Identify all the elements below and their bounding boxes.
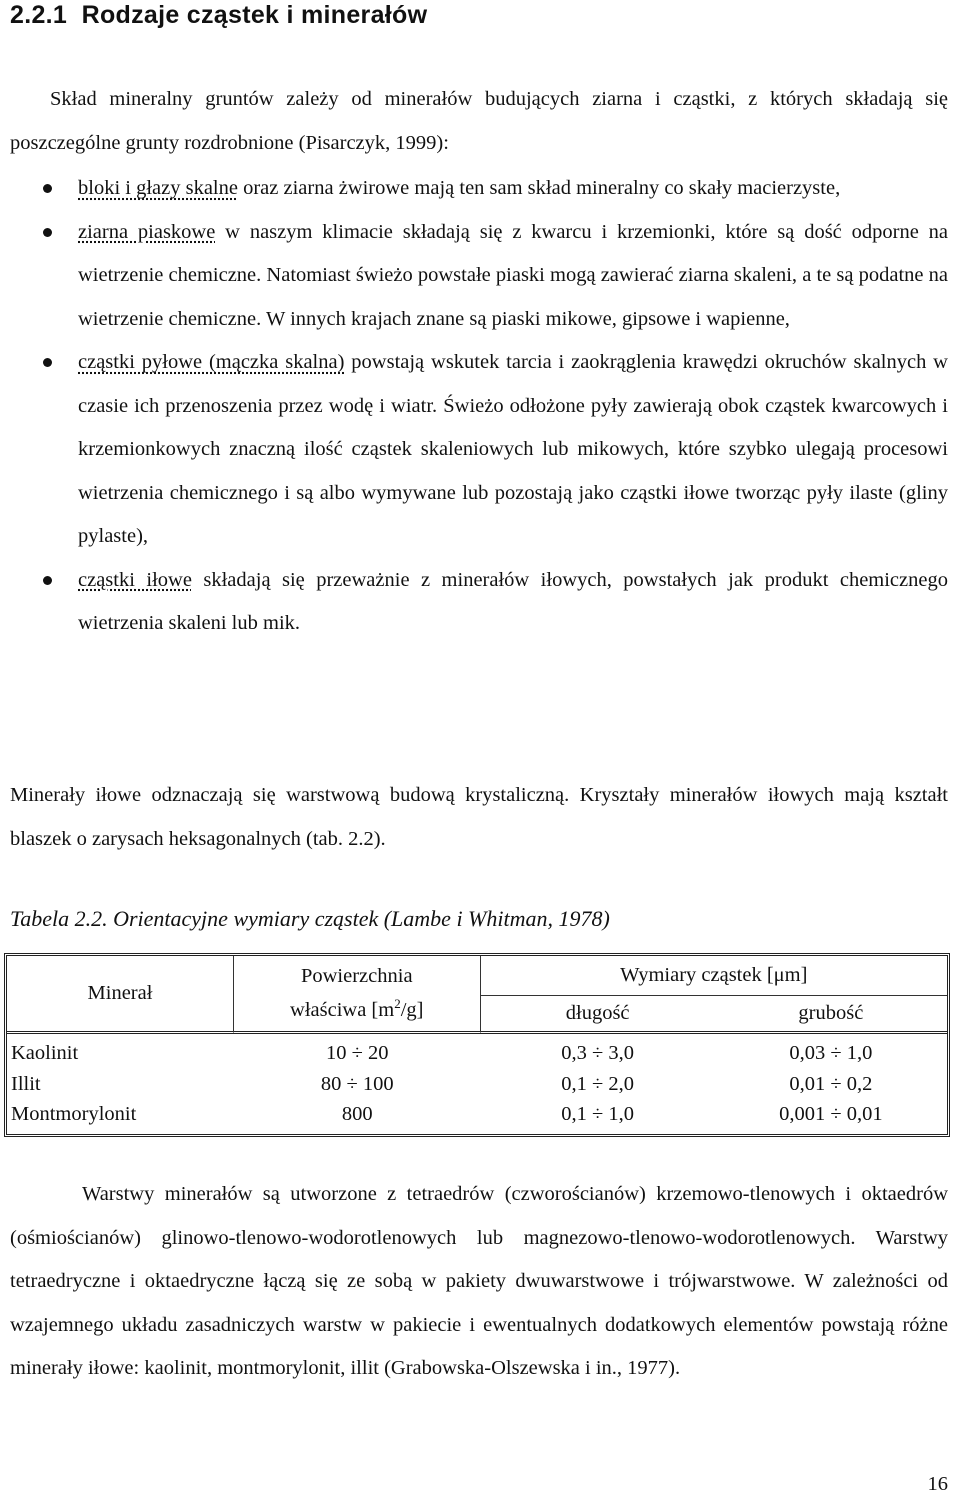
table-row — [7, 1034, 947, 1067]
list-item-term: cząstki pyłowe (mączka skalna) — [78, 351, 345, 373]
list-item-term: ziarna piaskowe — [78, 220, 216, 243]
cell-mineral: Illit — [11, 1072, 41, 1095]
list-item — [10, 167, 948, 211]
list-item-term: bloki i głazy skalne — [78, 177, 238, 199]
closing-paragraph — [10, 1173, 948, 1391]
section-heading — [10, 0, 427, 30]
table-row — [7, 1067, 947, 1100]
header-mineral: Minerał — [7, 956, 234, 1034]
page-number: 16 — [927, 1473, 948, 1495]
list-item-term: cząstki iłowe — [78, 568, 192, 591]
list-item — [10, 341, 948, 559]
intro-text: Skład mineralny gruntów zależy od minerałów budujących ziarna i cząstki, z których składają się poszczególne grunty rozdrobnione (Pisarczyk, 1999): — [10, 88, 948, 154]
list-item — [10, 211, 948, 342]
cell-length: 0,1 ÷ 2,0 — [561, 1072, 635, 1095]
after-list-paragraph: Minerały iłowe odznaczają się warstwową budową krystaliczną. Kryształy minerałów iłowych mają kształt blaszek o zarysach heksagonalnych (tab. 2.2). — [10, 784, 948, 850]
particle-dimensions-table — [4, 953, 950, 1137]
list-item-text: składają się przeważnie z minerałów iłowych, powstałych jak produkt chemicznego wietrzenia skaleni lub mik. — [78, 568, 948, 634]
closing-text: Warstwy minerałów są utworzone z tetraedrów (czworościanów) krzemowo-tlenowych i oktaedrów (ośmiościanów) glinowo-tlenowo-wodorotlenowych lub magnezowo-tlenowo-wodorotlenowych. Warstwy tetraedryczne i oktaedryczne łączą się ze sobą w pakiety dwuwarstwowe i trójwarstwowe. W zależności od wzajemnego układu zasadniczych warstw w pakiecie i ewentualnych dodatkowych elementów powstają różne minerały iłowe: kaolinit, montmorylonit, illit (Grabowska-Olszewska i in., 1977). — [10, 1183, 948, 1379]
cell-thickness: 0,001 ÷ 0,01 — [779, 1103, 883, 1126]
header-surface-sup: 2 — [394, 996, 401, 1012]
header-surface-unit: /g] — [400, 999, 424, 1022]
header-thickness: grubość — [715, 995, 947, 1034]
cell-surface: 800 — [341, 1103, 373, 1126]
list-item-text: powstają wskutek tarcia i zaokrąglenia krawędzi okruchów skalnych w czasie ich przenoszenia przez wodę i wiatr. Świeżo odłożone pyły zawierają obok cząstek kwarcowych i krzemionkowych znaczną ilość cząstek skaleniowych lub mikowych, które szybko ulegają procesowi wietrzenia chemicznego i są albo wymywane lub pozostają jako cząstki iłowe tworząc pyły ilaste (gliny pylaste), — [78, 351, 948, 547]
list-item-text: w naszym klimacie składają się z kwarcu i krzemionki, które są dość odporne na wietrzenie chemiczne. Natomiast świeżo powstałe piaski mogą zawierać ziarna skaleni, a te są podatne na wietrzenie chemiczne. W innych krajach znane są piaski mikowe, gipsowe i wapienne, — [78, 220, 948, 330]
cell-length: 0,1 ÷ 1,0 — [561, 1103, 635, 1126]
cell-length: 0,3 ÷ 3,0 — [561, 1042, 635, 1064]
cell-surface: 80 ÷ 100 — [320, 1072, 394, 1095]
cell-thickness: 0,03 ÷ 1,0 — [789, 1042, 873, 1064]
list-item — [10, 559, 948, 646]
cell-mineral: Kaolinit — [11, 1042, 79, 1064]
header-dimensions: Wymiary cząstek [μm] — [620, 964, 808, 987]
list-item-text: oraz ziarna żwirowe mają ten sam skład mineralny co skały macierzyste, — [237, 177, 841, 199]
header-surface-line1: Powierzchnia — [300, 965, 413, 988]
cell-mineral: Montmorylonit — [11, 1103, 137, 1126]
table-row — [7, 1100, 947, 1134]
table-caption: Tabela 2.2. Orientacyjne wymiary cząstek (Lambe i Whitman, 1978) — [10, 906, 610, 931]
cell-thickness: 0,01 ÷ 0,2 — [789, 1072, 873, 1095]
header-length: długość — [481, 995, 715, 1034]
intro-paragraph — [10, 78, 948, 165]
cell-surface: 10 ÷ 20 — [326, 1042, 389, 1064]
grain-types-list — [10, 167, 948, 646]
header-surface-line2: właściwa [m — [290, 999, 395, 1022]
header-specific-surface — [234, 956, 481, 1034]
section-title: Rodzaje cząstek i minerałów — [81, 1, 428, 29]
section-number: 2.2.1 — [10, 1, 68, 29]
